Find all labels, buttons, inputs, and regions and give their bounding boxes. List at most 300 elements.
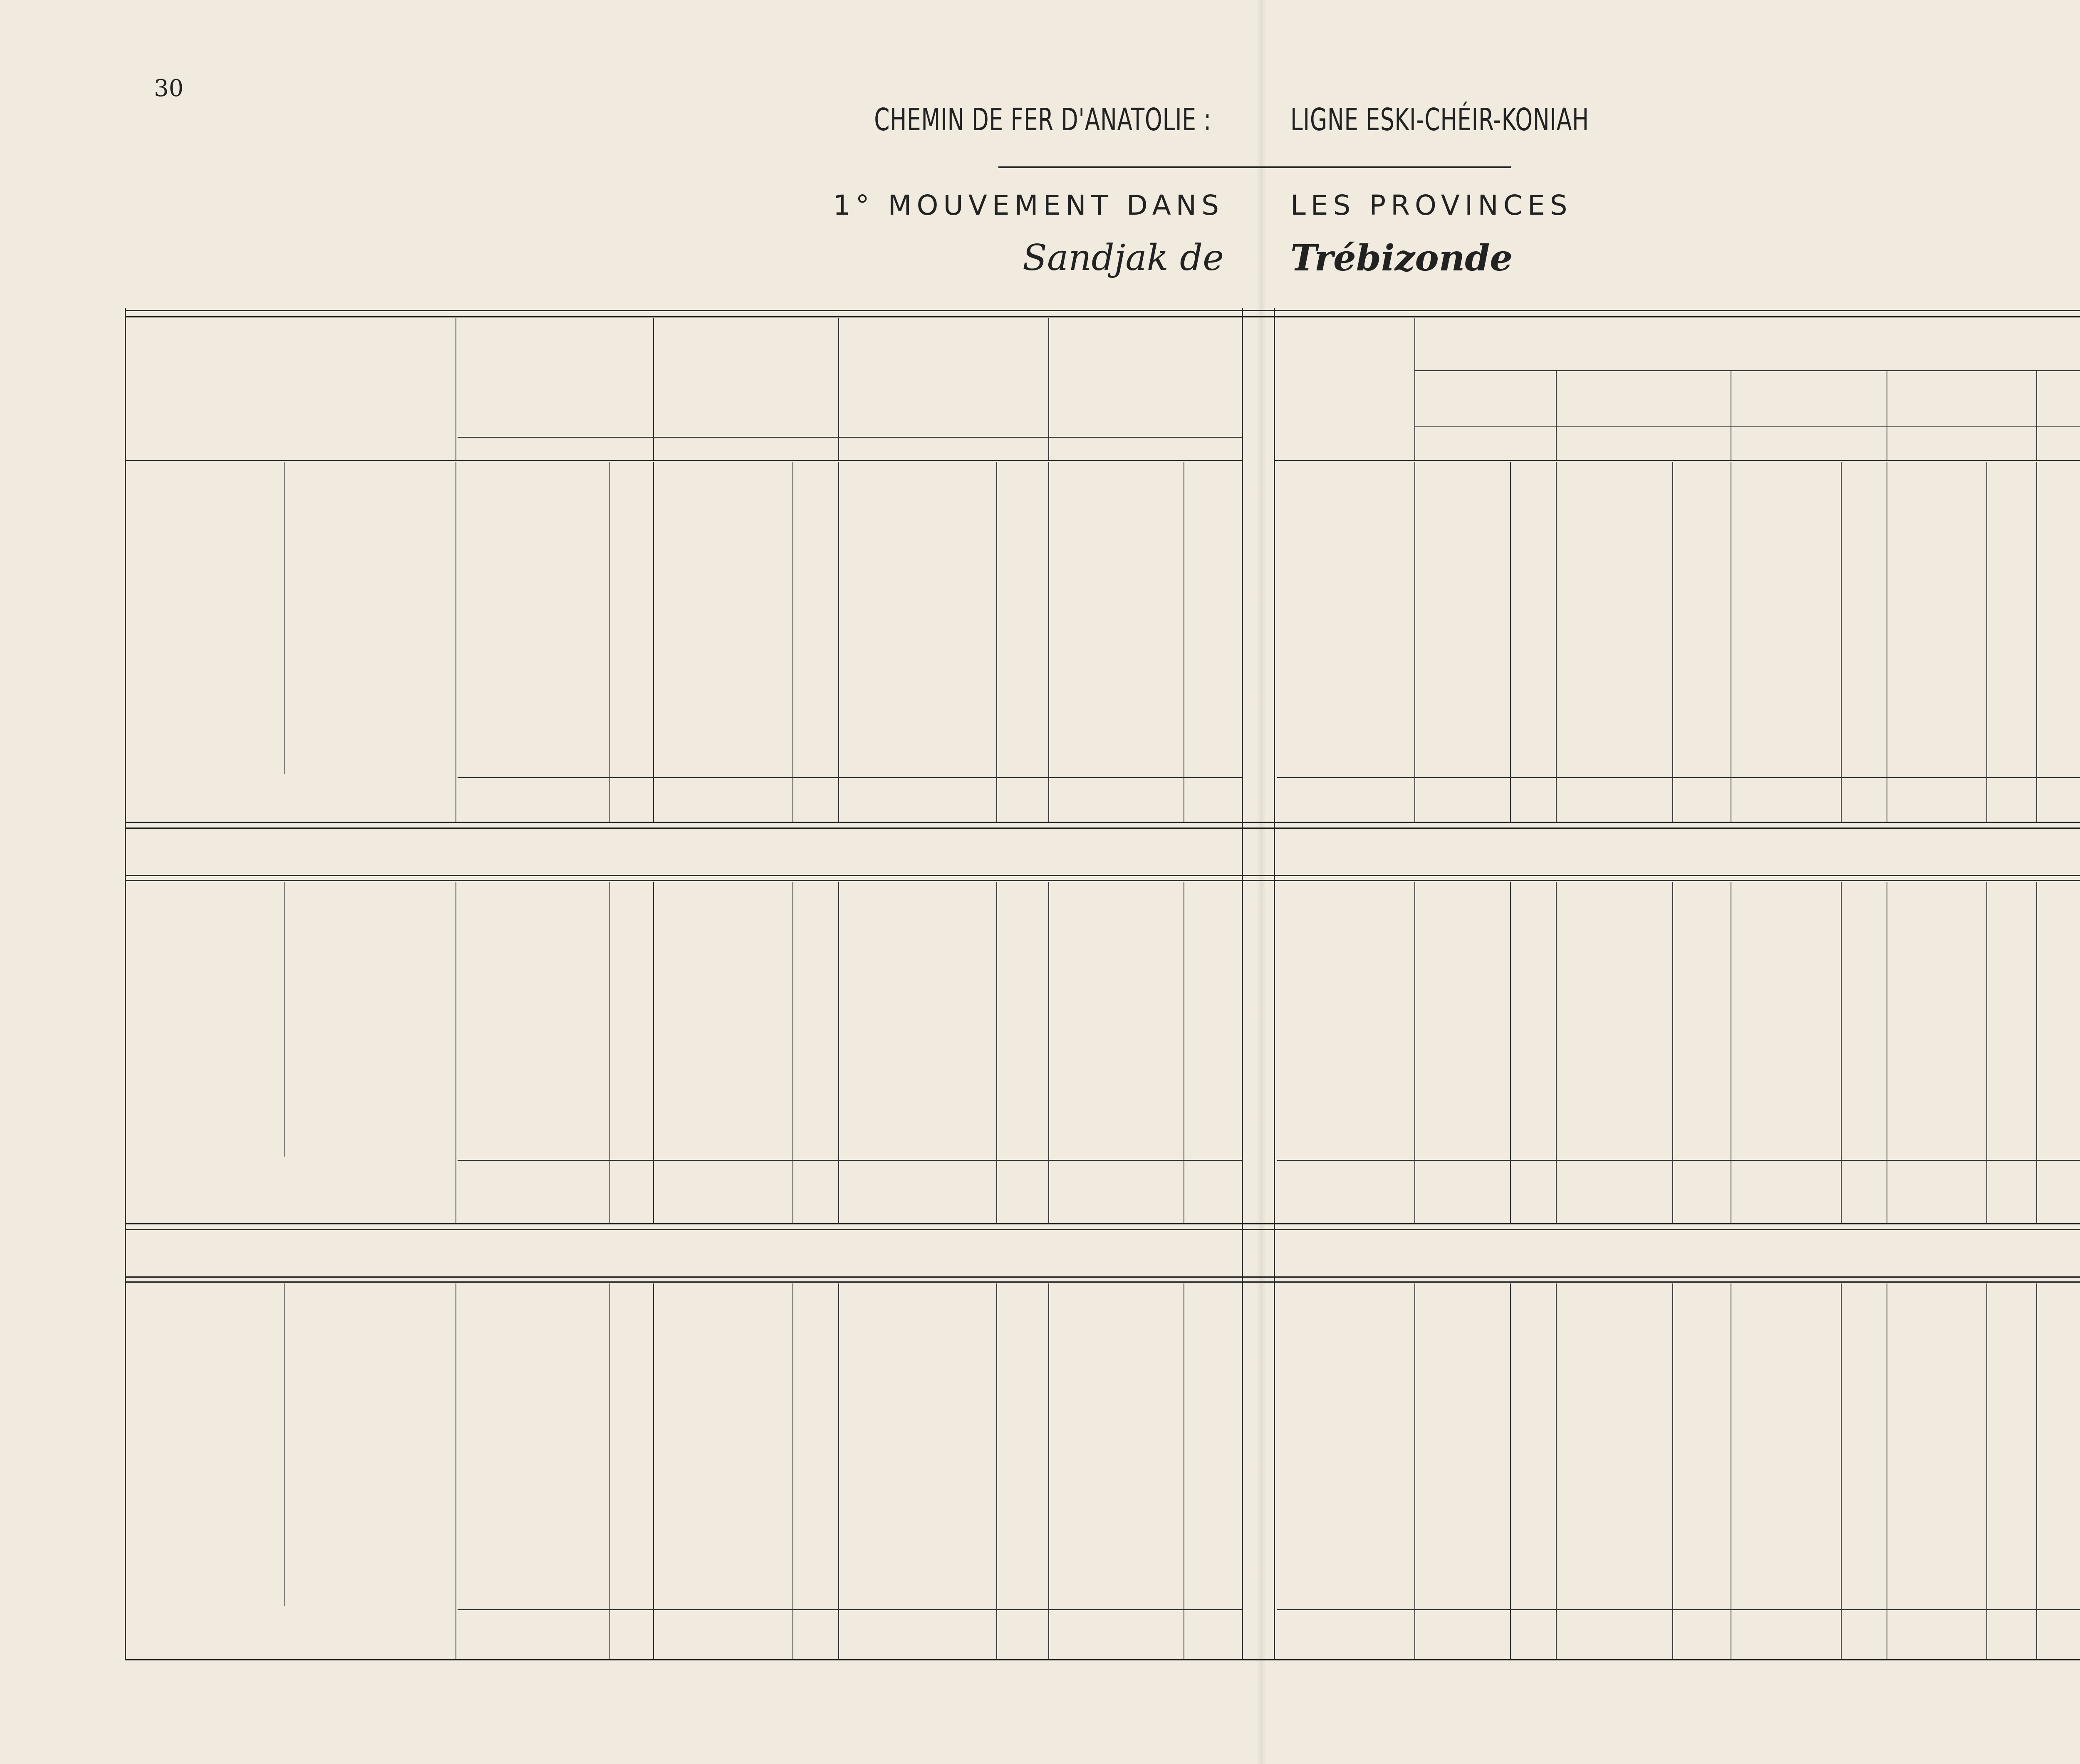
table-cell — [1052, 1566, 1181, 1603]
table-cell — [998, 1493, 1044, 1529]
table-cell — [1735, 1308, 1839, 1345]
table-cell — [1843, 577, 1884, 613]
table-cell — [1283, 613, 1402, 650]
table-cell — [462, 1419, 607, 1456]
table-cell — [1558, 724, 1668, 761]
table-cell — [1889, 1091, 1984, 1128]
total-cell — [1988, 782, 2030, 819]
section-rule-top — [125, 1223, 2080, 1224]
table-cell — [1408, 1054, 1508, 1091]
body-subcol-sep — [1672, 462, 1673, 822]
headline-right: LIGNE ESKI-CHÉIR-KONIAH — [1290, 102, 1589, 138]
table-cell — [1558, 503, 1668, 540]
table-cell — [462, 650, 607, 687]
table-cell — [289, 981, 453, 1017]
table-cell — [137, 907, 279, 944]
body-subcol-sep — [609, 1283, 610, 1659]
table-cell — [612, 503, 647, 540]
table-cell — [786, 1018, 834, 1054]
table-cell — [1052, 981, 1181, 1017]
total-cell — [1052, 1614, 1181, 1651]
body-year-sep — [284, 1283, 285, 1606]
body-col-sep — [1556, 1283, 1557, 1659]
body-subcol-sep — [1510, 462, 1511, 822]
table-cell — [844, 1382, 994, 1419]
table-cell — [1735, 1382, 1839, 1419]
table-cell — [844, 540, 994, 576]
table-cell — [844, 466, 994, 503]
table-cell — [1283, 577, 1402, 613]
table-cell — [998, 1054, 1044, 1091]
table-cell — [1988, 1419, 2030, 1456]
body-subcol-sep — [996, 1283, 997, 1659]
table-cell — [612, 1128, 647, 1164]
table-cell — [1735, 1345, 1839, 1382]
table-cell — [1735, 1128, 1839, 1164]
table-cell — [1283, 1091, 1402, 1128]
table-cell — [1843, 1529, 1884, 1566]
body-subcol-sep — [1672, 1283, 1673, 1659]
table-cell — [1843, 1345, 1884, 1382]
table-cell — [462, 1566, 607, 1603]
table-cell — [612, 577, 647, 613]
table-cell — [1052, 907, 1181, 944]
table-cell — [462, 724, 607, 761]
table-cell — [137, 981, 279, 1017]
table-cell — [2038, 613, 2080, 650]
table-cell — [289, 1493, 453, 1529]
table-cell — [1512, 687, 1552, 723]
body-col-sep — [1048, 1283, 1049, 1659]
table-cell — [1735, 981, 1839, 1017]
header-rule-encaiss — [1414, 370, 2080, 371]
table-cell — [844, 503, 994, 540]
table-cell — [1186, 687, 1238, 723]
table-cell — [289, 1128, 453, 1164]
section-rule-top — [125, 822, 2080, 823]
table-cell — [289, 1054, 453, 1091]
table-cell — [1843, 981, 1884, 1017]
table-cell — [674, 650, 782, 687]
table-cell — [2038, 1128, 2080, 1164]
total-cell — [1988, 1165, 2030, 1202]
total-cell — [1186, 1614, 1238, 1651]
table-cell — [1735, 1091, 1839, 1128]
table-cell — [289, 1456, 453, 1492]
table-cell — [1674, 981, 1722, 1017]
table-cell — [1558, 1308, 1668, 1345]
table-cell — [1889, 1308, 1984, 1345]
table-cell — [1558, 907, 1668, 944]
table-cell — [1558, 944, 1668, 981]
table-cell — [612, 687, 647, 723]
table-cell — [786, 1308, 834, 1345]
table-cell — [289, 1419, 453, 1456]
table-cell — [612, 1345, 647, 1382]
table-cell — [844, 650, 994, 687]
body-year-sep — [284, 882, 285, 1157]
table-cell — [844, 981, 994, 1017]
table-cell — [844, 1054, 994, 1091]
table-cell — [289, 1382, 453, 1419]
total-cell — [1052, 1165, 1181, 1202]
table-cell — [674, 1128, 782, 1164]
body-col-sep — [2036, 882, 2037, 1223]
table-cell — [1408, 687, 1508, 723]
table-cell — [674, 466, 782, 503]
body-subcol-sep — [609, 462, 610, 822]
table-cell — [462, 613, 607, 650]
table-cell — [612, 944, 647, 981]
table-cell — [786, 1493, 834, 1529]
table-cell — [786, 687, 834, 723]
table-cell — [1408, 650, 1508, 687]
table-cell — [844, 1493, 994, 1529]
table-cell — [1186, 1529, 1238, 1566]
header-col-sep — [1414, 318, 1415, 460]
table-cell — [786, 1456, 834, 1492]
total-cell — [1283, 1614, 1402, 1651]
table-cell — [462, 577, 607, 613]
table-cell — [612, 1054, 647, 1091]
total-cell — [1735, 1165, 1839, 1202]
table-cell — [1735, 724, 1839, 761]
table-cell — [786, 613, 834, 650]
table-cell — [998, 907, 1044, 944]
total-cell — [612, 1614, 647, 1651]
table-cell — [1988, 540, 2030, 576]
table-cell — [1674, 1128, 1722, 1164]
table-cell — [1674, 1345, 1722, 1382]
table-cell — [1512, 1091, 1552, 1128]
table-cell — [674, 981, 782, 1017]
table-cell — [786, 981, 834, 1017]
table-cell — [289, 650, 453, 687]
total-cell — [1512, 1614, 1552, 1651]
table-cell — [1558, 1529, 1668, 1566]
table-cell — [1512, 1308, 1552, 1345]
table-border-top-2 — [125, 316, 2080, 317]
table-cell — [998, 1566, 1044, 1603]
body-subcol-sep — [1986, 462, 1987, 822]
table-cell — [1186, 1018, 1238, 1054]
table-cell — [137, 466, 279, 503]
table-cell — [1186, 724, 1238, 761]
table-cell — [1674, 944, 1722, 981]
table-cell — [137, 613, 279, 650]
total-cell — [844, 1165, 994, 1202]
table-cell — [844, 1128, 994, 1164]
body-col-sep — [1048, 882, 1049, 1223]
table-cell — [1283, 1493, 1402, 1529]
table-cell — [1558, 1419, 1668, 1456]
table-cell — [1512, 724, 1552, 761]
table-cell — [289, 944, 453, 981]
table-cell — [1052, 1128, 1181, 1164]
table-cell — [1889, 650, 1984, 687]
total-cell — [844, 1614, 994, 1651]
table-cell — [612, 650, 647, 687]
table-cell — [844, 577, 994, 613]
table-cell — [1674, 1566, 1722, 1603]
table-cell — [998, 1091, 1044, 1128]
table-cell — [1988, 650, 2030, 687]
table-cell — [1283, 540, 1402, 576]
table-cell — [462, 1308, 607, 1345]
table-cell — [289, 1345, 453, 1382]
table-border-mid-right — [1274, 308, 1275, 1660]
header-col-sep — [838, 318, 839, 460]
table-cell — [462, 1054, 607, 1091]
table-cell — [1283, 1345, 1402, 1382]
body-subcol-sep — [996, 882, 997, 1223]
table-cell — [612, 1493, 647, 1529]
total-cell — [2038, 1165, 2080, 1202]
table-cell — [1843, 613, 1884, 650]
table-cell — [1408, 1456, 1508, 1492]
table-cell — [1735, 1456, 1839, 1492]
table-cell — [1408, 724, 1508, 761]
table-cell — [1512, 1419, 1552, 1456]
table-cell — [289, 1529, 453, 1566]
table-cell — [1408, 1308, 1508, 1345]
table-cell — [998, 613, 1044, 650]
table-cell — [2038, 1456, 2080, 1492]
table-cell — [1052, 466, 1181, 503]
header-bottom-rule-r — [1274, 460, 2080, 461]
table-cell — [1558, 650, 1668, 687]
total-cell — [786, 1165, 834, 1202]
table-cell — [1283, 1308, 1402, 1345]
table-cell — [786, 724, 834, 761]
table-cell — [1674, 540, 1722, 576]
table-cell — [1186, 466, 1238, 503]
table-cell — [1558, 687, 1668, 723]
total-cell — [1408, 1614, 1508, 1651]
table-cell — [998, 1308, 1044, 1345]
table-cell — [1512, 503, 1552, 540]
body-subcol-sep — [609, 882, 610, 1223]
table-cell — [1843, 1456, 1884, 1492]
table-cell — [1843, 1566, 1884, 1603]
table-cell — [1988, 944, 2030, 981]
total-cell — [1889, 782, 1984, 819]
table-cell — [786, 1566, 834, 1603]
table-cell — [2038, 981, 2080, 1017]
table-cell — [1674, 613, 1722, 650]
table-cell — [1283, 1054, 1402, 1091]
table-cell — [1674, 650, 1722, 687]
table-cell — [1408, 503, 1508, 540]
table-cell — [612, 540, 647, 576]
table-cell — [1186, 650, 1238, 687]
table-cell — [1283, 687, 1402, 723]
table-cell — [462, 1382, 607, 1419]
table-cell — [1889, 1382, 1984, 1419]
table-cell — [1674, 1308, 1722, 1345]
table-cell — [1512, 1054, 1552, 1091]
table-cell — [1052, 613, 1181, 650]
total-cell — [1889, 1165, 1984, 1202]
table-cell — [1283, 1456, 1402, 1492]
table-cell — [998, 503, 1044, 540]
table-cell — [1283, 503, 1402, 540]
table-cell — [1186, 1493, 1238, 1529]
table-cell — [137, 1018, 279, 1054]
table-cell — [786, 466, 834, 503]
total-rule-left — [458, 1609, 1242, 1610]
table-cell — [844, 1566, 994, 1603]
table-cell — [1408, 1566, 1508, 1603]
table-cell — [462, 540, 607, 576]
section-title-trebizonde-left: Sandjak de — [1023, 237, 1224, 279]
total-rule-left — [458, 1160, 1242, 1161]
table-cell — [786, 650, 834, 687]
total-rule-right — [1277, 777, 2080, 778]
table-cell — [137, 1566, 279, 1603]
total-cell — [786, 1614, 834, 1651]
body-col-sep — [1556, 462, 1557, 822]
table-cell — [1889, 466, 1984, 503]
table-cell — [1408, 1128, 1508, 1164]
table-cell — [1408, 1091, 1508, 1128]
body-col-sep — [838, 1283, 839, 1659]
total-rule-right — [1277, 1609, 2080, 1610]
table-cell — [1512, 540, 1552, 576]
table-cell — [1052, 540, 1181, 576]
table-cell — [1889, 1018, 1984, 1054]
table-cell — [137, 724, 279, 761]
table-cell — [674, 1345, 782, 1382]
headline-left: CHEMIN DE FER D'ANATOLIE : — [874, 102, 1211, 138]
section-rule-bottom-2 — [125, 1281, 2080, 1283]
table-cell — [1408, 466, 1508, 503]
table-cell — [1988, 687, 2030, 723]
table-cell — [1408, 540, 1508, 576]
table-cell — [1889, 687, 1984, 723]
table-cell — [1512, 1529, 1552, 1566]
table-cell — [998, 1345, 1044, 1382]
table-cell — [612, 1419, 647, 1456]
total-cell — [1843, 1165, 1884, 1202]
table-cell — [1283, 466, 1402, 503]
table-cell — [2038, 687, 2080, 723]
table-cell — [2038, 1308, 2080, 1345]
table-cell — [1408, 944, 1508, 981]
table-cell — [1889, 1493, 1984, 1529]
table-cell — [137, 540, 279, 576]
table-cell — [786, 1054, 834, 1091]
table-cell — [1735, 1566, 1839, 1603]
table-cell — [1512, 1128, 1552, 1164]
headline-rule-right — [1261, 166, 1511, 168]
table-cell — [1052, 503, 1181, 540]
table-cell — [1283, 650, 1402, 687]
table-cell — [1735, 503, 1839, 540]
table-cell — [998, 687, 1044, 723]
table-cell — [786, 944, 834, 981]
table-cell — [844, 1308, 994, 1345]
body-subcol-sep — [1986, 882, 1987, 1223]
header-bottom-rule-l — [125, 460, 1242, 461]
table-cell — [1843, 466, 1884, 503]
table-border-left — [125, 308, 126, 1660]
table-cell — [1988, 1493, 2030, 1529]
table-cell — [289, 540, 453, 576]
body-col-sep — [653, 462, 654, 822]
total-cell — [1674, 1165, 1722, 1202]
table-cell — [674, 1308, 782, 1345]
table-cell — [1052, 1018, 1181, 1054]
total-cell — [674, 1614, 782, 1651]
table-cell — [1889, 907, 1984, 944]
table-cell — [674, 1091, 782, 1128]
total-cell — [1283, 1165, 1402, 1202]
table-cell — [462, 1091, 607, 1128]
table-cell — [612, 1091, 647, 1128]
table-cell — [1674, 687, 1722, 723]
table-cell — [612, 1308, 647, 1345]
table-cell — [844, 1091, 994, 1128]
table-cell — [462, 1345, 607, 1382]
table-cell — [1889, 613, 1984, 650]
table-cell — [1186, 981, 1238, 1017]
header-col-sep — [2036, 370, 2037, 460]
total-cell — [2038, 1614, 2080, 1651]
total-cell — [1843, 1614, 1884, 1651]
table-cell — [1408, 1419, 1508, 1456]
table-cell — [674, 1419, 782, 1456]
table-cell — [1674, 1456, 1722, 1492]
table-cell — [674, 1382, 782, 1419]
table-cell — [844, 724, 994, 761]
table-cell — [1186, 540, 1238, 576]
table-cell — [137, 944, 279, 981]
table-cell — [612, 1529, 647, 1566]
table-cell — [786, 1091, 834, 1128]
table-cell — [2038, 1529, 2080, 1566]
body-col-sep — [2036, 1283, 2037, 1659]
table-cell — [1735, 1054, 1839, 1091]
table-cell — [1558, 1382, 1668, 1419]
table-cell — [786, 1128, 834, 1164]
section-rule-top-2 — [125, 1229, 2080, 1230]
table-cell — [1052, 577, 1181, 613]
section-rule-bottom-2 — [125, 880, 2080, 881]
table-cell — [1674, 724, 1722, 761]
table-cell — [844, 687, 994, 723]
table-cell — [674, 577, 782, 613]
table-cell — [462, 466, 607, 503]
total-cell — [786, 782, 834, 819]
page-number-left: 30 — [154, 75, 184, 102]
table-cell — [674, 613, 782, 650]
table-cell — [462, 503, 607, 540]
table-cell — [1988, 907, 2030, 944]
table-cell — [674, 1018, 782, 1054]
total-cell — [1843, 782, 1884, 819]
table-cell — [998, 1419, 1044, 1456]
table-cell — [289, 466, 453, 503]
total-cell — [1512, 782, 1552, 819]
total-cell — [1283, 782, 1402, 819]
section-rule-bottom — [125, 875, 2080, 876]
table-cell — [1283, 944, 1402, 981]
table-cell — [1889, 944, 1984, 981]
table-cell — [612, 466, 647, 503]
table-cell — [1052, 1382, 1181, 1419]
table-cell — [1843, 1419, 1884, 1456]
